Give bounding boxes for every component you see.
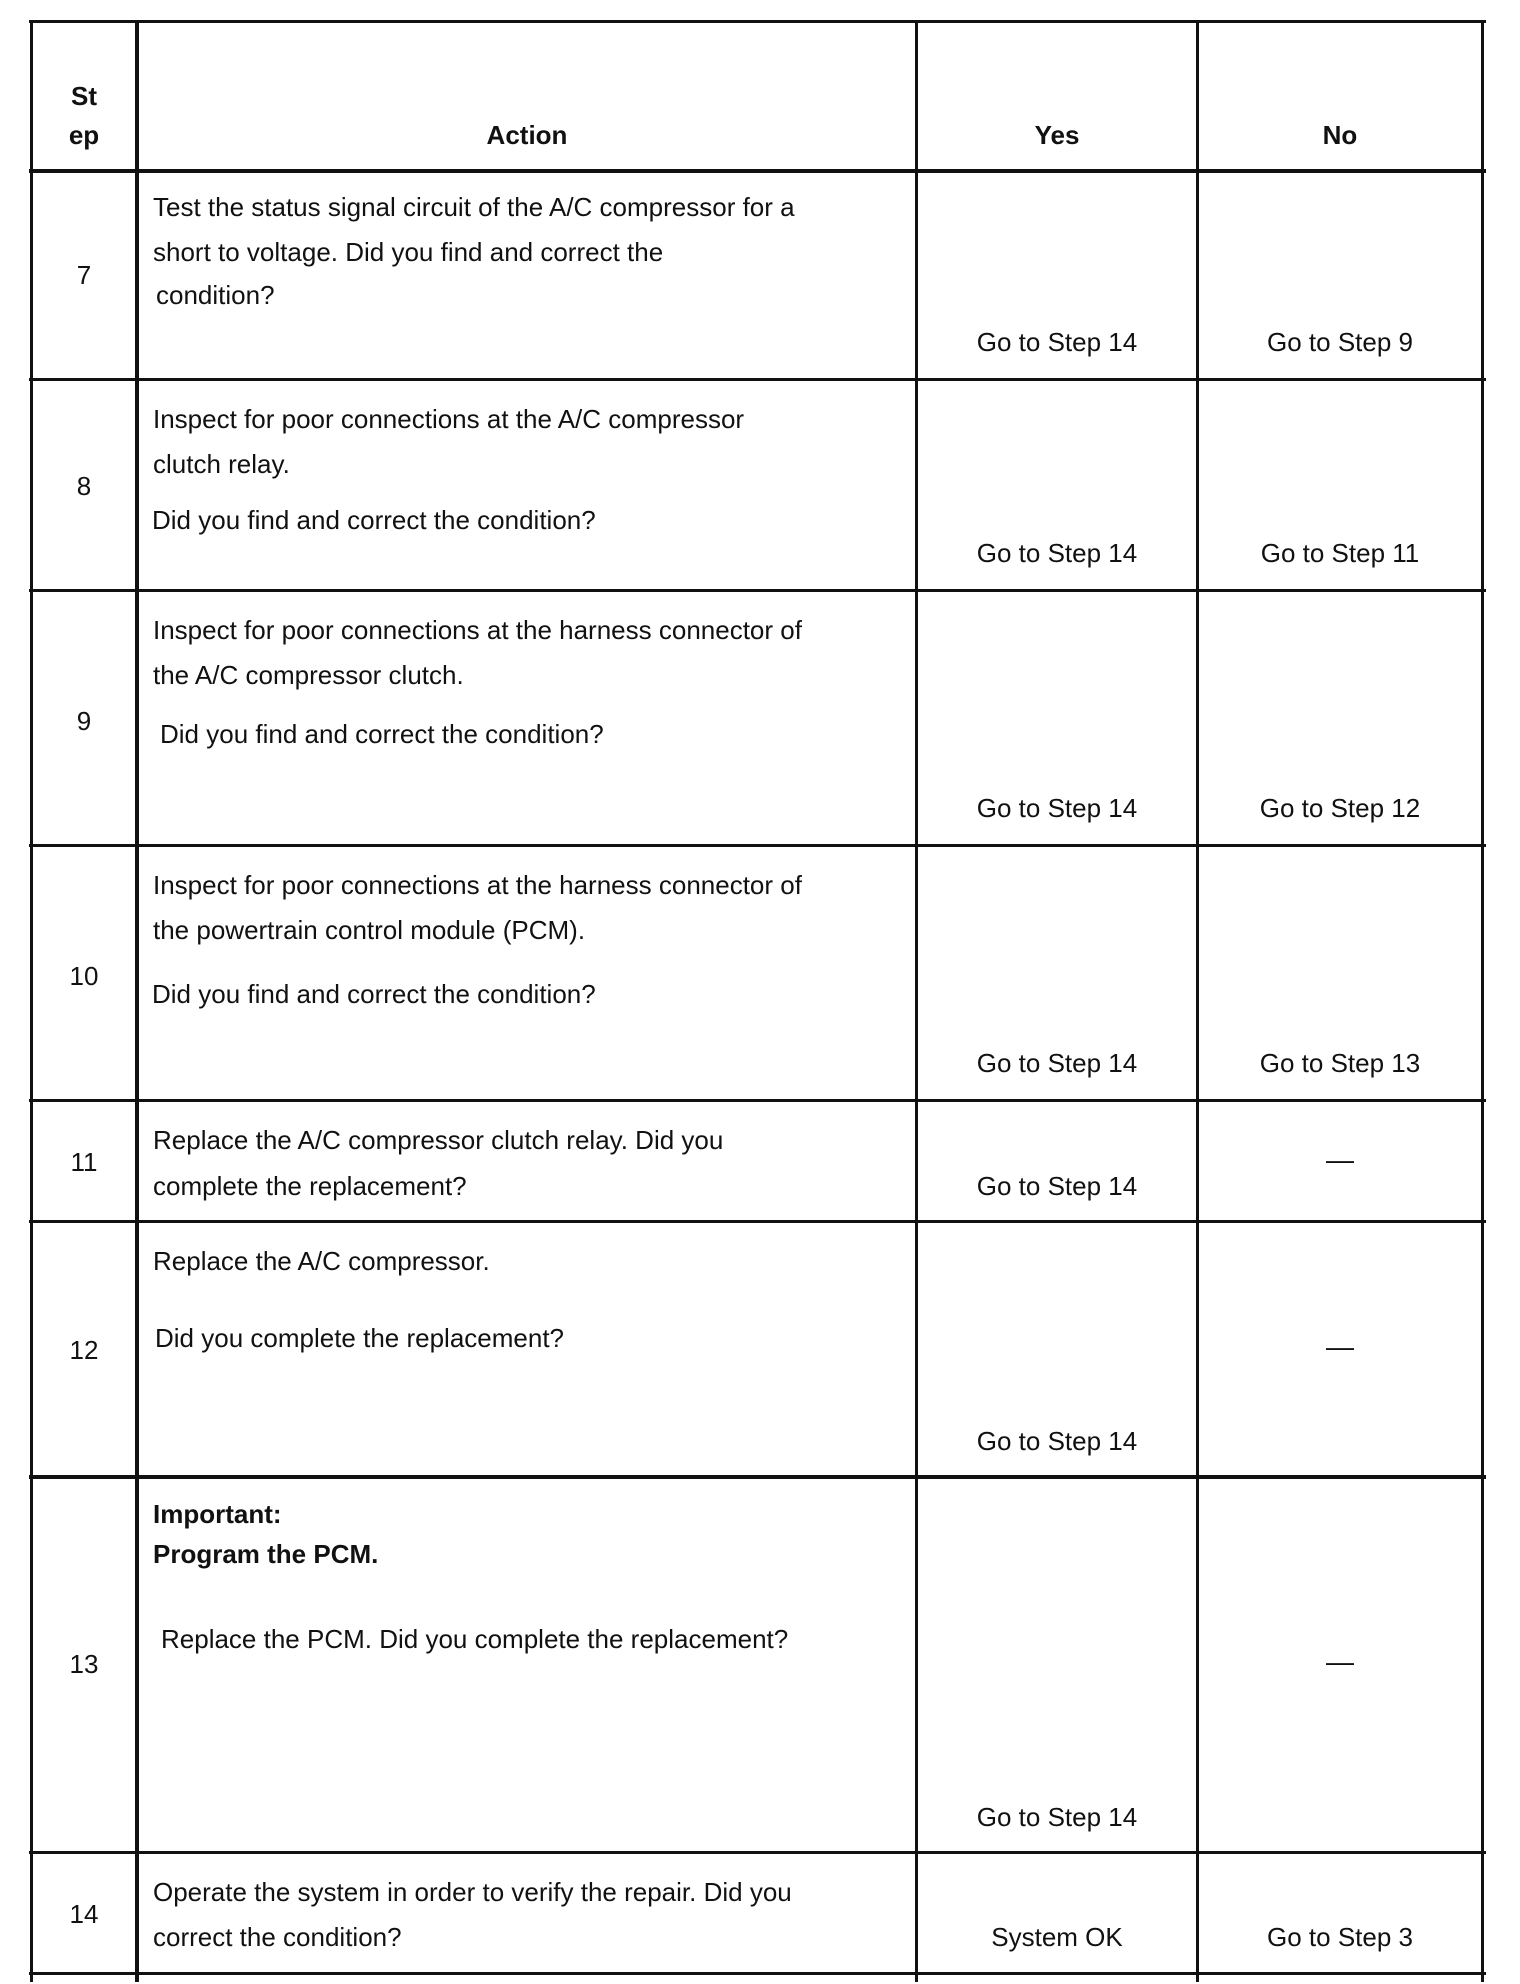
action-text: Replace the PCM. Did you complete the replacement? [161,1624,789,1654]
action-text: Test the status signal circuit of the A/C compressor for a [153,192,795,222]
row-divider [29,844,1486,847]
row-divider [29,1851,1486,1854]
yes-result: Go to Step 14 [976,1171,1138,1201]
action-text: clutch relay. [153,449,290,479]
step-number: 14 [69,1899,99,1929]
action-text: Did you find and correct the condition? [160,719,604,749]
column-divider [915,20,918,1982]
no-result: — [1326,1646,1354,1677]
action-text: complete the replacement? [153,1171,467,1201]
step-number: 12 [69,1335,99,1365]
action-text: Replace the A/C compressor clutch relay. Did you [153,1125,724,1155]
action-text: the A/C compressor clutch. [153,660,464,690]
action-text: Inspect for poor connections at the harness connector of [153,870,802,900]
action-text: correct the condition? [153,1922,402,1952]
step-number: 9 [76,706,92,736]
header-divider [29,169,1486,173]
action-text: Operate the system in order to verify the repair. Did you [153,1877,792,1907]
yes-result: Go to Step 14 [976,1048,1138,1078]
step-number: 10 [69,961,99,991]
header-action: Action [486,120,568,150]
yes-result: Go to Step 14 [976,1802,1138,1832]
yes-result: Go to Step 14 [976,793,1138,823]
action-text: Inspect for poor connections at the A/C compressor [153,404,745,434]
no-result: Go to Step 12 [1259,793,1421,823]
header-step-line2: ep [68,120,100,150]
yes-result: System OK [991,1922,1123,1952]
action-text: Replace the A/C compressor. [153,1246,490,1276]
step-number: 7 [76,260,92,290]
table-border-left [30,20,33,1982]
action-text: Did you find and correct the condition? [152,505,596,535]
action-text: condition? [156,280,275,310]
no-result: Go to Step 9 [1267,327,1413,357]
action-text: Inspect for poor connections at the harness connector of [153,615,802,645]
step-number: 8 [76,471,92,501]
action-text: Did you complete the replacement? [155,1323,565,1353]
header-no: No [1322,120,1358,150]
no-result: — [1326,1144,1354,1175]
row-divider [29,589,1486,592]
header-yes: Yes [1034,120,1080,150]
table-border-bottom [29,1972,1486,1975]
table-border-right [1481,20,1484,1982]
action-text: short to voltage. Did you find and correct the [153,237,664,267]
action-text: Did you find and correct the condition? [152,979,596,1009]
no-result: — [1326,1331,1354,1362]
important-note: Program the PCM. [153,1539,379,1569]
action-text: the powertrain control module (PCM). [153,915,586,945]
row-divider [29,1099,1486,1102]
important-label: Important: [153,1499,282,1529]
column-divider [135,20,139,1982]
row-divider [29,378,1486,381]
row-divider [29,1475,1486,1479]
yes-result: Go to Step 14 [976,1426,1138,1456]
no-result: Go to Step 3 [1267,1922,1413,1952]
yes-result: Go to Step 14 [976,327,1138,357]
row-divider [29,1220,1486,1223]
step-number: 11 [70,1147,98,1177]
table-border-top [29,20,1486,23]
no-result: Go to Step 13 [1259,1048,1421,1078]
header-step-line1: St [71,81,97,111]
no-result: Go to Step 11 [1260,538,1420,568]
yes-result: Go to Step 14 [976,538,1138,568]
step-number: 13 [69,1649,99,1679]
column-divider [1196,20,1199,1982]
